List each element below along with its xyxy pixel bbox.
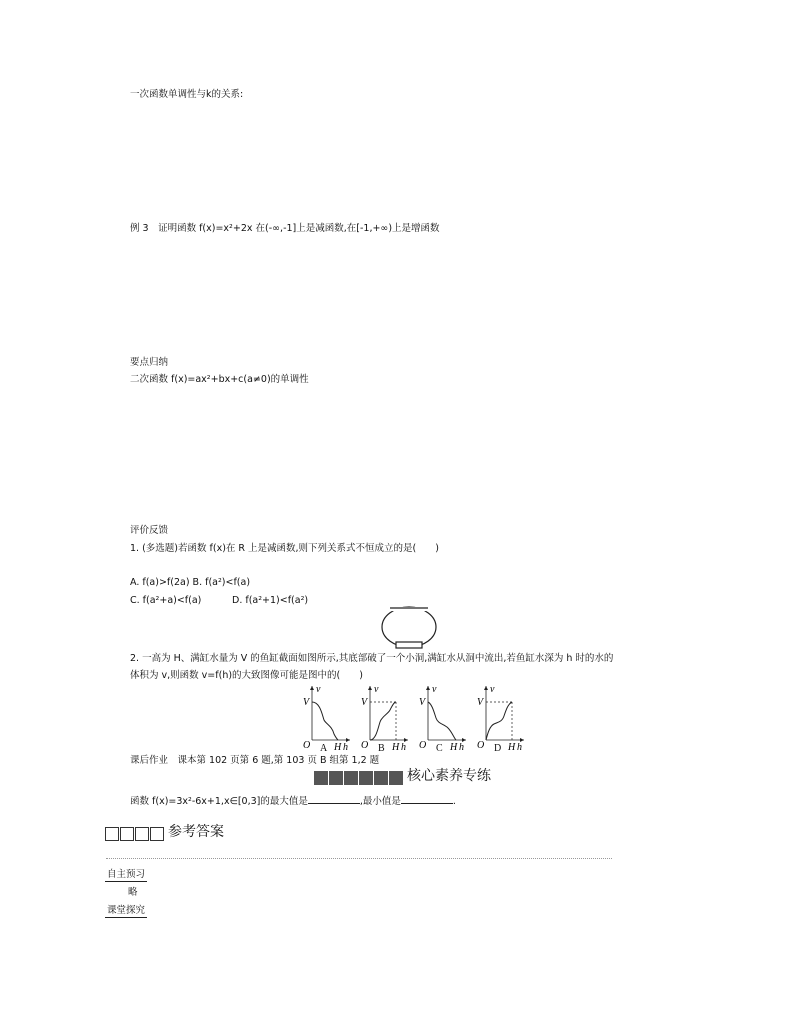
graph-c <box>414 682 470 752</box>
question-1-options-ab: A. f(a)>f(2a) B. f(a²)<f(a) <box>130 577 251 588</box>
divider <box>106 858 612 859</box>
title-box <box>135 827 149 841</box>
graph-b-H: H <box>392 742 400 752</box>
graph-d-v: v <box>490 684 495 695</box>
graph-a-letter: A <box>320 743 328 754</box>
graph-d <box>472 682 528 752</box>
graph-a <box>298 682 354 752</box>
question-2-line-2: 体积为 v,则函数 v=f(h)的大致图像可能是图中的( ) <box>130 670 363 681</box>
title-box <box>314 771 328 785</box>
graph-b <box>356 682 412 752</box>
graph-d-O: O <box>477 740 485 751</box>
title-box <box>105 827 119 841</box>
title-box <box>150 827 164 841</box>
graph-c-letter: C <box>436 743 443 754</box>
answer-blank-min[interactable] <box>401 794 453 804</box>
graph-a-V: V <box>303 697 310 708</box>
question-1-option-c: C. f(a²+a)<f(a) <box>130 595 202 606</box>
graph-b-V: V <box>361 697 368 708</box>
core-q-mid: ,最小值是 <box>359 796 401 807</box>
graph-d-h: h <box>517 742 522 752</box>
monotonicity-k-line: 一次函数单调性与k的关系: <box>130 89 244 100</box>
core-title-block <box>314 770 491 785</box>
summary-text: 二次函数 f(x)=ax²+bx+c(a≠0)的单调性 <box>130 374 309 385</box>
core-question <box>130 794 456 808</box>
graph-c-H: H <box>450 742 458 752</box>
question-2-line-1: 2. 一高为 H、满缸水量为 V 的鱼缸截面如图所示,其底部破了一个小洞,满缸水从洞中流出,若鱼缸水深为 h 时的水的 <box>130 653 614 664</box>
summary-title: 要点归纳 <box>130 357 169 368</box>
graph-a-h: h <box>343 742 348 752</box>
lue-text: 略 <box>128 887 138 898</box>
example-3: 例 3 证明函数 f(x)=x²+2x 在(-∞,-1]上是减函数,在[-1,+∞)上是增函数 <box>130 223 440 234</box>
graph-a-O: O <box>303 740 311 751</box>
graph-d-letter: D <box>494 743 502 754</box>
title-box <box>374 771 388 785</box>
self-study-label <box>105 868 147 881</box>
answers-title: 参考答案 <box>168 824 225 840</box>
graph-c-h: h <box>459 742 464 752</box>
title-box <box>344 771 358 785</box>
answer-blank-max[interactable] <box>308 794 360 804</box>
graph-c-O: O <box>419 740 427 751</box>
graph-b-letter: B <box>378 743 385 754</box>
graph-c-V: V <box>419 697 426 708</box>
question-1: 1. (多选题)若函数 f(x)在 R 上是减函数,则下列关系式不恒成立的是( ) <box>130 543 439 554</box>
fish-tank-figure <box>380 604 438 654</box>
graph-c-v: v <box>432 684 437 695</box>
question-1-option-d: D. f(a²+1)<f(a²) <box>232 595 309 606</box>
class-explore-text: 课堂探究 <box>107 905 146 916</box>
title-box <box>120 827 134 841</box>
graph-b-v: v <box>374 684 379 695</box>
self-study-text: 自主预习 <box>107 869 146 880</box>
title-box <box>329 771 343 785</box>
feedback-title: 评价反馈 <box>130 525 169 536</box>
graph-d-V: V <box>477 697 484 708</box>
graph-d-H: H <box>508 742 516 752</box>
title-box <box>359 771 373 785</box>
core-q-prefix: 函数 f(x)=3x²-6x+1,x∈[0,3]的最大值是 <box>130 796 308 807</box>
homework: 课后作业 课本第 102 页第 6 题,第 103 页 B 组第 1,2 题 <box>130 755 380 766</box>
title-box <box>389 771 403 785</box>
graph-a-H: H <box>334 742 342 752</box>
core-title: 核心素养专练 <box>407 768 492 784</box>
core-q-end: . <box>452 796 456 807</box>
graph-b-O: O <box>361 740 369 751</box>
graph-a-v: v <box>316 684 321 695</box>
answers-title-block <box>105 826 224 841</box>
graph-b-h: h <box>401 742 406 752</box>
class-explore-label <box>105 904 147 917</box>
